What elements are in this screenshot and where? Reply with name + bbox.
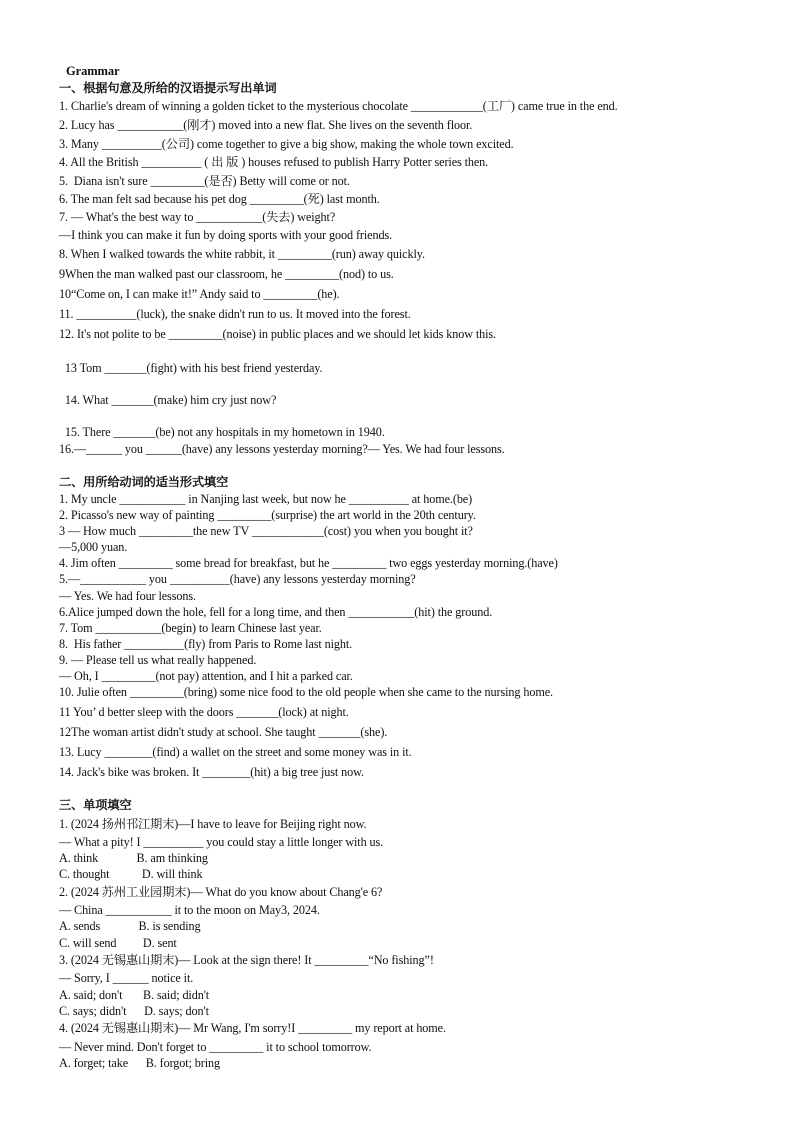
- s2-line: 3 — How much _________the new TV ____________(cost) you when you bought it?: [59, 524, 473, 538]
- s3-line: — What a pity! I __________ you could stay a little longer with us.: [59, 835, 384, 849]
- s1-line: 3. Many __________(公司) come together to give a big show, making the whole town excited.: [59, 137, 514, 151]
- s3-line: — Never mind. Don't forget to _________ it to school tomorrow.: [59, 1040, 372, 1054]
- s3-line: 4. (2024 无锡惠山期末)— Mr Wang, I'm sorry!I _________ my report at home.: [59, 1021, 446, 1035]
- s2-line: 5.—___________ you __________(have) any lessons yesterday morning?: [59, 572, 416, 586]
- s2-line: 2. Picasso's new way of painting _________(surprise) the art world in the 20th century.: [59, 508, 476, 522]
- s1-line: 15. There _______(be) not any hospitals in my hometown in 1940.: [59, 425, 385, 439]
- s1-line: 14. What _______(make) him cry just now?: [59, 393, 277, 407]
- s2-line: 7. Tom ___________(begin) to learn Chinese last year.: [59, 621, 322, 635]
- s3-option: C. will send D. sent: [59, 936, 177, 950]
- s2-line: 1. My uncle ___________ in Nanjing last week, but now he __________ at home.(be): [59, 492, 473, 506]
- s2-line: 10. Julie often _________(bring) some nice food to the old people when she came to the nursing home.: [59, 685, 553, 699]
- s2-line: — Oh, I _________(not pay) attention, and I hit a parked car.: [59, 669, 353, 683]
- s1-line: —I think you can make it fun by doing sports with your good friends.: [59, 228, 393, 242]
- s2-line: 8. His father __________(fly) from Paris to Rome last night.: [59, 637, 353, 651]
- s3-option: A. sends B. is sending: [59, 919, 201, 933]
- s1-line: 12. It's not polite to be _________(noise) in public places and we should let kids know this.: [59, 327, 497, 341]
- s3-option: C. thought D. will think: [59, 867, 203, 881]
- s2-line: 14. Jack's bike was broken. It ________(hit) a big tree just now.: [59, 765, 364, 779]
- s3-line: 3. (2024 无锡惠山期末)— Look at the sign there! It _________“No fishing”!: [59, 953, 434, 967]
- s2-line: 6.Alice jumped down the hole, fell for a long time, and then ___________(hit) the ground.: [59, 605, 493, 619]
- s1-line: 4. All the British __________ ( 出 版 ) houses refused to publish Harry Potter series then.: [59, 155, 489, 169]
- section-3-heading: 三、单项填空: [59, 798, 132, 812]
- s1-line: 10“Come on, I can make it!” Andy said to _________(he).: [59, 287, 340, 301]
- s3-option: A. forget; take B. forgot; bring: [59, 1056, 221, 1070]
- s2-line: 4. Jim often _________ some bread for breakfast, but he _________ two eggs yesterday morning.(have): [59, 556, 558, 570]
- s2-line: 11 You’ d better sleep with the doors _______(lock) at night.: [59, 705, 349, 719]
- s1-line: 11. __________(luck), the snake didn't run to us. It moved into the forest.: [59, 307, 411, 321]
- s1-line: 6. The man felt sad because his pet dog _________(死) last month.: [59, 192, 380, 206]
- s2-line: 12The woman artist didn't study at school. She taught _______(she).: [59, 725, 388, 739]
- s1-line: 2. Lucy has ___________(刚才) moved into a new flat. She lives on the seventh floor.: [59, 118, 473, 132]
- s1-line: 7. — What's the best way to ___________(失去) weight?: [59, 210, 336, 224]
- section-2-heading: 二、用所给动词的适当形式填空: [59, 475, 229, 489]
- s3-option: A. said; don't B. said; didn't: [59, 988, 210, 1002]
- s1-line: 13 Tom _______(fight) with his best friend yesterday.: [59, 361, 323, 375]
- s3-line: — Sorry, I ______ notice it.: [59, 971, 194, 985]
- s1-line: 9When the man walked past our classroom, he _________(nod) to us.: [59, 267, 394, 281]
- s1-line: 8. When I walked towards the white rabbit, it _________(run) away quickly.: [59, 247, 425, 261]
- s2-line: 9. — Please tell us what really happened.: [59, 653, 257, 667]
- s3-line: 2. (2024 苏州工业园期末)— What do you know about Chang'e 6?: [59, 885, 383, 899]
- section-1-heading: 一、根据句意及所给的汉语提示写出单词: [59, 81, 277, 95]
- s2-line: 13. Lucy ________(find) a wallet on the street and some money was in it.: [59, 745, 412, 759]
- s3-line: 1. (2024 扬州邗江期末)—I have to leave for Beijing right now.: [59, 817, 367, 831]
- page-title: Grammar: [66, 64, 120, 78]
- s3-option: A. think B. am thinking: [59, 851, 208, 865]
- s3-line: — China ___________ it to the moon on May3, 2024.: [59, 903, 320, 917]
- s1-line: 16.—______ you ______(have) any lessons yesterday morning?— Yes. We had four lessons.: [59, 442, 505, 456]
- s1-line: 1. Charlie's dream of winning a golden ticket to the mysterious chocolate ____________(工厂) came true in the end.: [59, 99, 618, 113]
- s3-option: C. says; didn't D. says; don't: [59, 1004, 209, 1018]
- s2-line: — Yes. We had four lessons.: [59, 589, 196, 603]
- s2-line: —5,000 yuan.: [59, 540, 128, 554]
- s1-line: 5. Diana isn't sure _________(是否) Betty will come or not.: [59, 174, 350, 188]
